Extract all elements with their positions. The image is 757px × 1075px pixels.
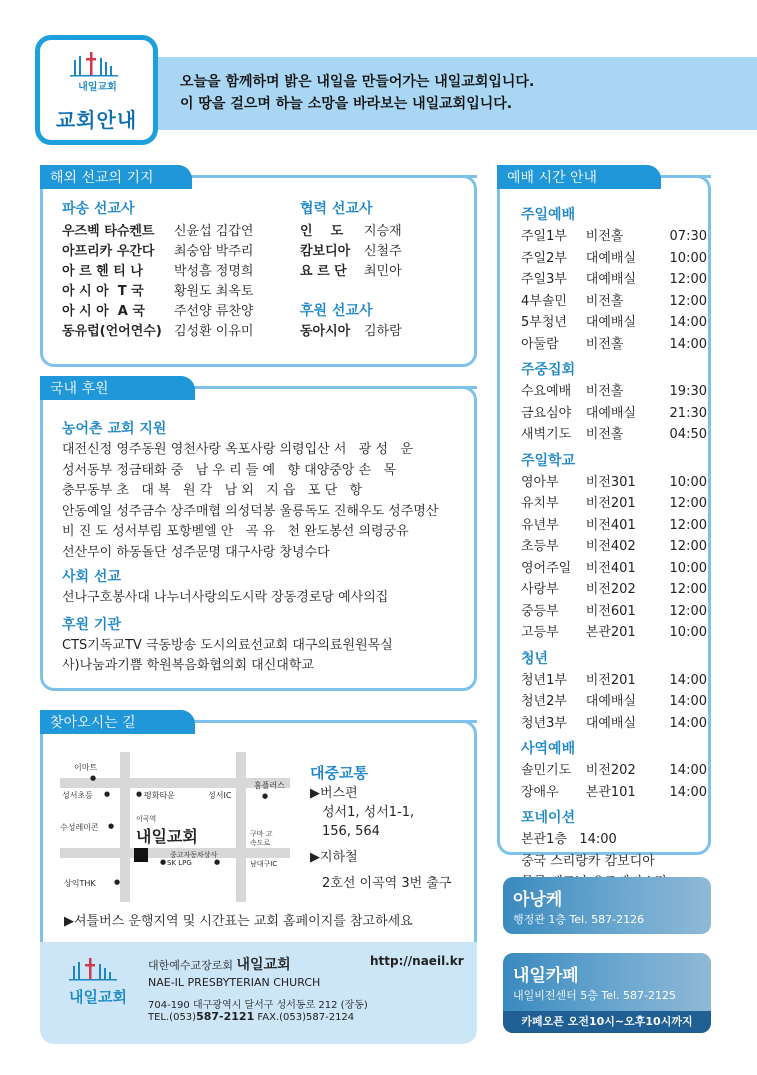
map-label-seongseo-ic: 성서IC — [208, 791, 232, 800]
list-item: 안동예일 성주금수 상주매협 의성덕봉 울릉독도 진해우도 성주명산 — [62, 503, 439, 519]
subway-label: ▶지하철 — [310, 850, 358, 865]
table-row: 아둘람 비전홀 14:00 — [521, 336, 707, 352]
service-group-heading: 포네이션 — [521, 810, 576, 826]
table-row: 초등부 비전402 12:00 — [521, 539, 707, 554]
cafe-info: 행정관 1층 Tel. 587-2126 — [513, 913, 645, 926]
list-item: 동유럽(언어연수) 김성환 이유미 — [62, 324, 254, 339]
service-group-heading: 사역예배 — [521, 741, 576, 757]
list-item: 아 시 아 A 국 주선양 류찬양 — [62, 304, 254, 319]
table-row: 청년2부 대예배실 14:00 — [521, 694, 707, 709]
social-list: 선나구호봉사대 나누너사랑의도시락 장동경로당 예사의집 — [62, 590, 389, 605]
map-label-lemon: 수성레미콘 — [60, 823, 99, 832]
logo-text: 내일교회 — [78, 82, 117, 93]
table-row: 청년3부 대예배실 14:00 — [521, 715, 707, 731]
service-group-heading: 주중집회 — [521, 362, 576, 378]
church-logo-box — [35, 35, 158, 145]
list-item: 동아시아 김하람 — [300, 324, 402, 339]
cross-bars-icon — [63, 956, 133, 982]
map-label-namdaegu: 남대구IC — [250, 860, 278, 868]
subway-line: 2호선 이곡역 3번 출구 — [322, 876, 452, 891]
map-label-pyeonghwa: 평화타운 — [144, 791, 175, 800]
footer-church-line: 대한예수교장로회 내일교회 — [148, 957, 291, 973]
social-heading: 사회 선교 — [62, 569, 121, 585]
table-row: 사랑부 비전202 12:00 — [521, 582, 707, 597]
footer-logo — [58, 956, 138, 1007]
rural-heading: 농어촌 교회 지원 — [62, 421, 167, 437]
list-item: 인 도 지승재 — [300, 224, 402, 239]
map-label-imart: 이마트 — [74, 763, 98, 772]
table-row: 청년1부 비전201 14:00 — [521, 672, 707, 688]
map-label-homeplus: 홈플러스 — [254, 781, 285, 790]
services-list — [521, 200, 707, 894]
service-group-heading: 청년 — [521, 650, 549, 667]
list-item: 사)나눔과기쁨 학원복음화협의회 대신대학교 — [62, 658, 314, 673]
page-title: 교회안내 — [55, 108, 138, 132]
header-banner — [158, 57, 757, 130]
church-info-footer — [40, 942, 477, 1044]
list-item: 충무동부 초 대 복 원 각 남 외 지 읍 포 단 항 — [62, 483, 363, 498]
list-item: 아프리카 우간다 최숭암 박주리 — [62, 244, 254, 259]
cafe-ananke — [503, 877, 711, 934]
list-item: 성서동부 정금태화 중 남 우 리 들 예 향 대양중앙 손 목 — [62, 462, 396, 478]
table-row: 새벽기도 비전홀 04:50 — [521, 427, 707, 442]
org-heading: 후원 기관 — [62, 617, 121, 633]
map-label-school: 성서초등 — [62, 791, 93, 800]
cafe-name: 아낭케 — [513, 890, 563, 910]
bus-line-1: 성서1, 성서1-1, — [322, 805, 415, 820]
cafe-name: 내일카페 — [513, 966, 579, 986]
table-row: 주일3부 대예배실 12:00 — [521, 272, 707, 287]
table-row: 유년부 비전401 12:00 — [521, 517, 707, 533]
service-group-heading: 주일학교 — [521, 452, 576, 469]
footer-address: 704-190 대구광역시 달서구 성서동로 212 (장동) — [148, 1000, 368, 1011]
tab-directions: 찾아오시는 길 — [40, 710, 195, 734]
list-item: 대전신정 영주동원 영천사랑 옥포사랑 의령입산 서 광 성 운 — [62, 442, 413, 457]
rural-list — [62, 440, 472, 563]
tab-services: 예배 시간 안내 — [497, 165, 661, 189]
service-group-heading: 주일예배 — [521, 207, 576, 223]
list-item: 캄보디아 신철주 — [300, 244, 402, 259]
list-item: 중국 스리랑카 캄보디아 — [521, 853, 655, 869]
table-row: 주일2부 대예배실 10:00 — [521, 250, 707, 266]
table-row: 영어주일 비전401 10:00 — [521, 560, 707, 576]
list-item: 아 시 아 T 국 황원도 최옥토 — [62, 284, 254, 299]
sent-missionaries-heading: 파송 선교사 — [62, 201, 135, 217]
footer-contact: TEL.(053)587-2121 FAX.(053)587-2124 — [148, 1010, 355, 1023]
list-item: 비 진 도 성서부림 포항벧엘 안 곡 유 천 완도봉선 의령궁유 — [62, 524, 409, 539]
coop-missionaries-list — [300, 222, 402, 282]
support-missionaries-heading: 후원 선교사 — [300, 303, 373, 319]
footer-url[interactable]: http://naeil.kr — [370, 954, 464, 968]
location-map: 이마트 ● 성서초등 ● ● 평화타운 성서IC 홈플러스 ● 수성레미콘 ● 이곡역 내일교회 구마 고속도로 중고자동차상사 ● SK LPG ● 남대구IC 상익THK ● — [60, 752, 290, 902]
header-line-1: 오늘을 함께하며 밝은 내일을 만들어가는 내일교회입니다. — [180, 74, 535, 90]
map-label-thk: 상익THK — [64, 879, 96, 888]
list-item: 본관1층 14:00 — [521, 832, 617, 847]
table-row: 주일1부 비전홀 07:30 — [521, 229, 707, 244]
coop-missionaries-heading: 협력 선교사 — [300, 201, 373, 217]
shuttle-note: ▶셔틀버스 운행지역 및 시간표는 교회 홈페이지를 참고하세요 — [64, 914, 413, 929]
table-row: 고등부 본관201 10:00 — [521, 625, 707, 640]
bus-line-2: 156, 564 — [322, 824, 380, 839]
table-row: 수요예배 비전홀 19:30 — [521, 384, 707, 399]
map-label-jungo: 중고자동차상사 — [170, 851, 218, 859]
cafe-hours: 카페오픈 오전10시~오후10시까지 — [503, 1011, 711, 1033]
tab-domestic: 국내 후원 — [40, 376, 195, 400]
list-item: 우즈벡 타슈켄트 신윤섭 김갑연 — [62, 224, 254, 239]
header-line-2: 이 땅을 걸으며 하늘 소망을 바라보는 내일교회입니다. — [180, 96, 513, 112]
cross-bars-icon — [60, 50, 135, 78]
list-item: 요 르 단 최민아 — [300, 264, 402, 279]
footer-logo-text: 내일교회 — [69, 988, 127, 1006]
map-label-guma: 구마 고속도로 — [250, 830, 273, 847]
transit-heading: 대중교통 — [310, 764, 368, 782]
table-row: 유치부 비전201 12:00 — [521, 496, 707, 511]
footer-english: NAE-IL PRESBYTERIAN CHURCH — [148, 976, 321, 989]
tab-missions: 해외 선교의 기지 — [40, 165, 192, 189]
table-row: 금요심야 대예배실 21:30 — [521, 405, 707, 421]
table-row: 솔민기도 비전202 14:00 — [521, 763, 707, 778]
cafe-info: 내일비전센터 5층 Tel. 587-2125 — [513, 989, 676, 1002]
org-list — [62, 636, 393, 676]
church-logo — [60, 50, 135, 96]
sent-missionaries-list — [62, 222, 253, 342]
map-label-sk: SK LPG — [167, 859, 192, 867]
table-row: 중등부 비전601 12:00 — [521, 603, 707, 619]
map-label-church: 내일교회 — [136, 827, 198, 846]
table-row: 5부청년 대예배실 14:00 — [521, 315, 707, 330]
bus-label: ▶버스편 — [310, 786, 358, 801]
list-item: 아 르 헨 티 나 박성흠 정명희 — [62, 264, 254, 279]
table-row: 4부솔민 비전홀 12:00 — [521, 293, 707, 309]
table-row: 장애우 본관101 14:00 — [521, 784, 707, 800]
cafe-naeil — [503, 953, 711, 1033]
table-row: 영아부 비전301 10:00 — [521, 474, 707, 490]
list-item: 선산무이 하동돌단 성주문명 대구사랑 창녕수다 — [62, 544, 330, 560]
list-item: CTS기독교TV 극동방송 도시의료선교회 대구의료원원목실 — [62, 638, 393, 653]
map-label-igok: 이곡역 — [136, 815, 157, 823]
